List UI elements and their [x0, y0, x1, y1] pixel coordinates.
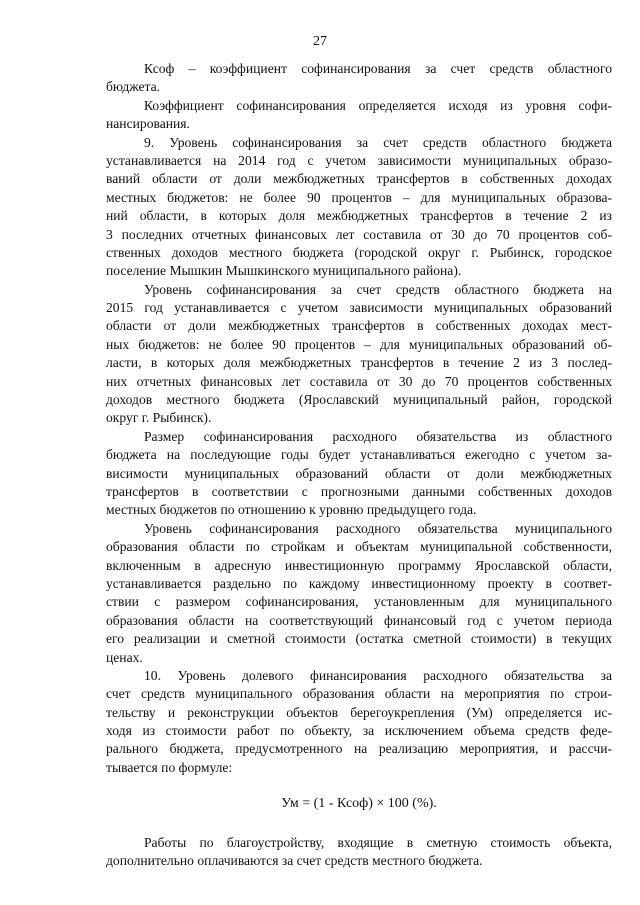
text-line: нансирования. — [106, 116, 190, 132]
text-line: 2015 год устанавливается с учетом зависимости муниципальных образований — [106, 300, 612, 316]
text-line: 9. Уровень софинансирования за счет средств областного бюджета — [144, 134, 612, 150]
text-line: ственных доходов местного бюджета (городской округ г. Рыбинск, городское — [106, 244, 612, 260]
text-line: Размер софинансирования расходного обязательства из областного — [144, 428, 612, 444]
page-number: 27 — [313, 34, 327, 49]
text-line: Уровень софинансирования расходного обязательства муниципального — [144, 520, 612, 536]
paragraph — [106, 520, 612, 667]
closing-paragraph — [106, 834, 612, 871]
text-line: его реализации и сметной стоимости (остатка сметной стоимости) в текущих — [106, 631, 612, 647]
text-line: Уровень софинансирования за счет средств областного бюджета на — [144, 281, 612, 297]
text-line: ствии с размером софинансирования, установленным для муниципального — [106, 594, 612, 610]
text-line: местных бюджетов по отношению к уровню предыдущего года. — [106, 502, 477, 518]
paragraph — [106, 60, 612, 97]
text-line: округ г. Рыбинск). — [106, 410, 212, 426]
text-line: ходя из стоимости работ по объекту, за исключением объема средств феде- — [106, 723, 612, 739]
text-line: Коэффициент софинансирования определяется исходя из уровня софи- — [144, 97, 612, 113]
text-line: тельству и реконструкции объектов берегоукрепления (Ум) определяется ис- — [106, 704, 612, 720]
paragraph — [106, 428, 612, 520]
text-line: счет средств муниципального образования области на мероприятия по строи- — [106, 686, 612, 702]
text-line: ваний области от доли межбюджетных трансфертов в собственных доходах — [106, 171, 612, 187]
text-line: образования области по стройкам и объектам муниципальной собственности, — [106, 539, 612, 555]
text-line: образования области на соответствующий финансовый год с учетом периода — [106, 612, 612, 628]
paragraph — [106, 667, 612, 777]
text-line: ний области, в которых доля межбюджетных трансфертов в течение 2 из — [106, 208, 612, 224]
paragraph — [106, 134, 612, 281]
paragraph — [106, 281, 612, 428]
text-line: поселение Мышкин Мышкинского муниципального района). — [106, 263, 462, 279]
text-line: устанавливается раздельно по каждому инвестиционному проекту в соответ- — [106, 575, 612, 591]
text-line: трансфертов в соответствии с прогнозными данными собственных доходов — [106, 483, 612, 499]
text-line: доходов местного бюджета (Ярославский муниципальный район, городской — [106, 392, 612, 408]
text-line: рального бюджета, предусмотренного на реализацию мероприятия, и рассчи- — [106, 741, 612, 757]
text-line: 10. Уровень долевого финансирования расходного обязательства за — [144, 667, 612, 683]
text-line: бюджета. — [106, 79, 161, 95]
text-line: бюджета на последующие годы будет устанавливаться ежегодно с учетом за- — [106, 447, 612, 463]
text-line: 3 последних отчетных финансовых лет составила от 30 до 70 процентов соб- — [106, 226, 612, 242]
text-line: включенным в адресную инвестиционную программу Ярославской области, — [106, 557, 612, 573]
text-line: них отчетных финансовых лет составила от 30 до 70 процентов собственных — [106, 373, 612, 389]
paragraphs — [106, 60, 612, 777]
paragraph — [106, 834, 612, 871]
text-line: ласти, в которых доля межбюджетных трансфертов в течение 2 из 3 послед- — [106, 355, 612, 371]
text-line: ных бюджетов: не более 90 процентов – для муниципальных образований об- — [106, 336, 612, 352]
text-line: устанавливается на 2014 год с учетом зависимости муниципальных образо- — [106, 152, 612, 168]
text-line: висимости муниципальных образований области от доли межбюджетных — [106, 465, 612, 481]
text-line: тывается по формуле: — [106, 759, 233, 775]
text-line: области от доли межбюджетных трансфертов в собственных доходах мест- — [106, 318, 612, 334]
text-line: Работы по благоустройству, входящие в сметную стоимость объекта, — [144, 834, 612, 850]
text-line: дополнительно оплачиваются за счет средств местного бюджета. — [106, 853, 483, 869]
paragraph — [106, 97, 612, 134]
text-line: Ксоф – коэффициент софинансирования за счет средств областного — [144, 61, 612, 76]
text-line: местных бюджетов: не более 90 процентов – для муниципальных образова- — [106, 189, 612, 205]
text-line: ценах. — [106, 649, 143, 665]
formula: Ум = (1 - Ксоф) × 100 (%). — [281, 796, 437, 812]
document-body — [106, 60, 612, 870]
